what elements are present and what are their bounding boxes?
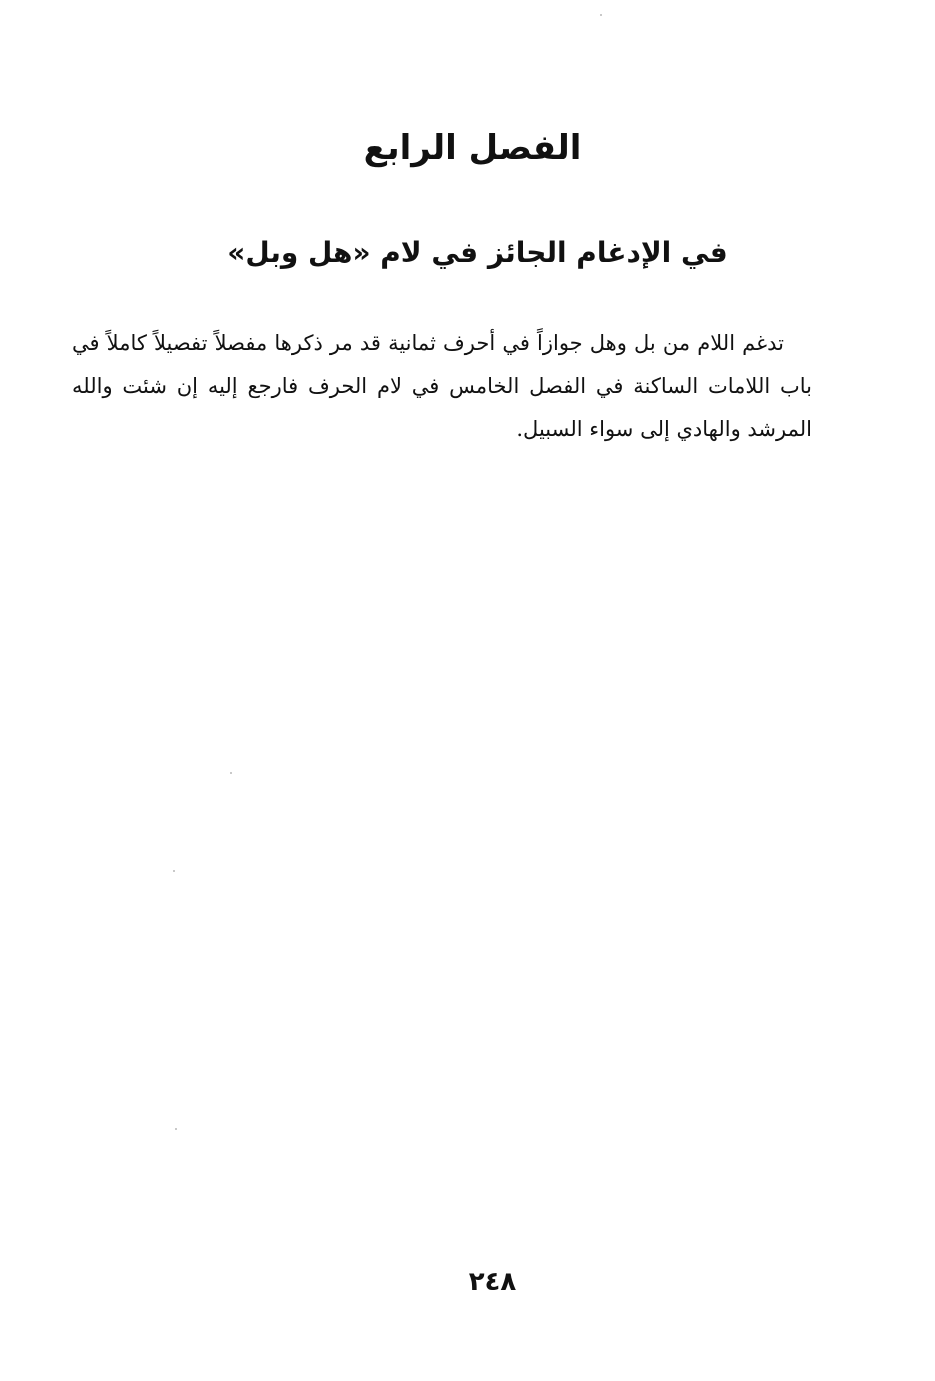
page-number: ٢٤٨ [468, 1267, 517, 1297]
scan-speck [600, 14, 602, 16]
section-title: في الإدغام الجائز في لام «هل وبل» [227, 236, 728, 269]
body-paragraph: تدغم اللام من بل وهل جوازاً في أحرف ثمانية قد مر ذكرها مفصلاً تفصيلاً كاملاً في باب اللامات الساكنة في الفصل الخامس في لام الحرف فارجع إليه إن شئت والله المرشد والهادي إلى سواء السبيل. [72, 331, 812, 441]
scan-speck [173, 870, 175, 872]
scan-speck [230, 772, 232, 774]
chapter-title: الفصل الرابع [363, 128, 582, 168]
scan-speck [175, 1128, 177, 1130]
